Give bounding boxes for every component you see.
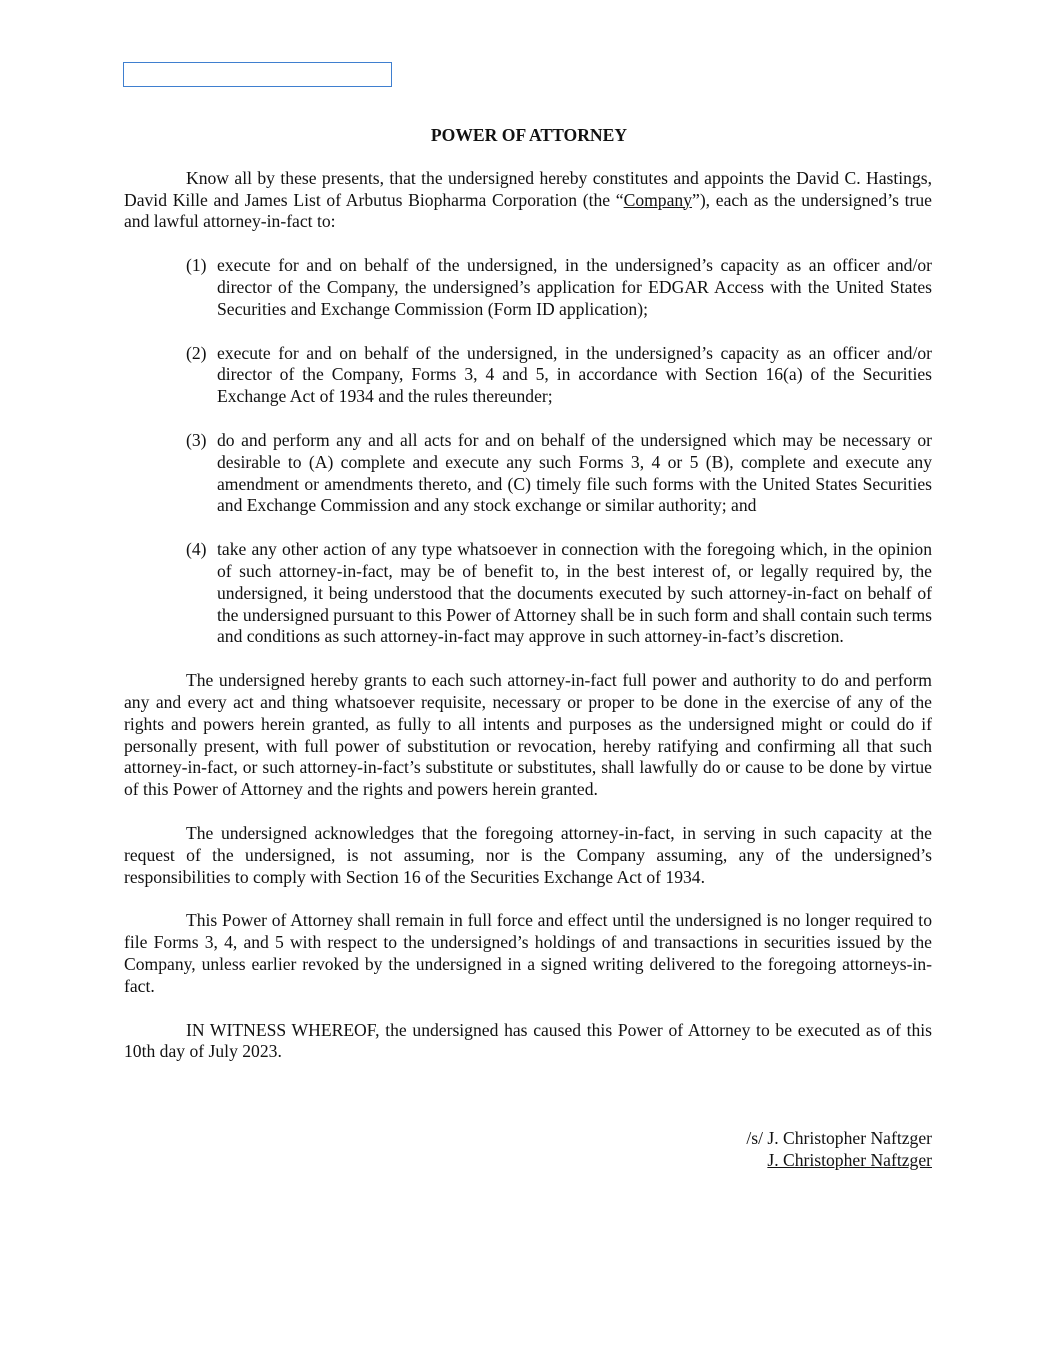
document-page [124, 125, 932, 1170]
list-item [186, 343, 932, 408]
list-item-number: (1) [186, 255, 207, 276]
list-item-number: (3) [186, 429, 207, 450]
form-text-field[interactable] [123, 62, 392, 87]
list-item [186, 255, 932, 320]
duration-paragraph: This Power of Attorney shall remain in full force and effect until the undersigned is no longer required to file Forms 3, 4, and 5 with respect to the undersigned’s holdings of and transactions in securities issued by the Company, unless earlier revoked by the undersigned in a signed writing delivered to the foregoing attorneys-in-fact. [124, 910, 932, 996]
acknowledgement-paragraph: The undersigned acknowledges that the foregoing attorney-in-fact, in serving in such capacity at the request of the undersigned, is not assuming, nor is the Company assuming, any of the undersigned’s responsibilities to comply with Section 16 of the Securities Exchange Act of 1934. [124, 822, 932, 887]
list-item-text: take any other action of any type whatsoever in connection with the foregoing which, in the opinion of such attorney-in-fact, may be of benefit to, in the best interest of, or legally required by, the undersigned, it being understood that the documents executed by such attorney-in-fact on behalf of the undersigned pursuant to this Power of Attorney shall be in such form and shall contain such terms and conditions as such attorney-in-fact may approve in such attorney-in-fact’s discretion. [217, 539, 932, 647]
list-item [186, 539, 932, 648]
document-title: POWER OF ATTORNEY [430, 125, 628, 145]
list-item-text: do and perform any and all acts for and on behalf of the undersigned which may be necessary or desirable to (A) complete and execute any such Forms 3, 4 or 5 (B), complete and execute any amendment or amendments thereto, and (C) timely file such forms with the United States Securities and Exchange Commission and any stock exchange or similar authority; and [217, 429, 932, 516]
signature-block [741, 1128, 932, 1172]
list-item-text: execute for and on behalf of the undersigned, in the undersigned’s capacity as an officer and/or director of the Company, Forms 3, 4 and 5, in accordance with Section 16(a) of the Securities Exchange Act of 1934 and the rules thereunder; [217, 342, 932, 407]
intro-text-end: ”), each as the undersigned’s true and lawful attorney-in-fact to: [124, 189, 932, 232]
list-item [186, 430, 932, 517]
intro-paragraph [124, 168, 932, 233]
intro-text-start: Know all by these presents, that the undersigned hereby constitutes and appoints the David C. Hastings, David Kille and James List of Arbutus Biopharma Corporation (the “ [124, 167, 932, 210]
grant-paragraph: The undersigned hereby grants to each such attorney-in-fact full power and authority to do and perform any and every act and thing whatsoever requisite, necessary or proper to be done in the exercise of any of the rights and powers herein granted, as fully to all intents and purposes as the undersigned might or could do if personally present, with full power of substitution or revocation, hereby ratifying and confirming all that such attorney-in-fact, or such attorney-in-fact’s substitute or substitutes, shall lawfully do or cause to be done by virtue of this Power of Attorney and the rights and powers herein granted. [124, 670, 932, 800]
list-item-text: execute for and on behalf of the undersigned, in the undersigned’s capacity as an officer and/or director of the Company, the undersigned’s application for EDGAR Access with the United States Securities and Exchange Commission (Form ID application); [217, 255, 932, 319]
witness-paragraph: IN WITNESS WHEREOF, the undersigned has caused this Power of Attorney to be executed as of this 10th day of July 2023. [124, 1019, 932, 1062]
powers-list [186, 255, 932, 648]
signature-line: /s/ J. Christopher Naftzger [746, 1128, 932, 1148]
company-defined-term: Company [623, 189, 693, 210]
list-item-number: (2) [186, 342, 207, 363]
list-item-number: (4) [186, 539, 207, 560]
printed-name: J. Christopher Naftzger [767, 1149, 932, 1170]
